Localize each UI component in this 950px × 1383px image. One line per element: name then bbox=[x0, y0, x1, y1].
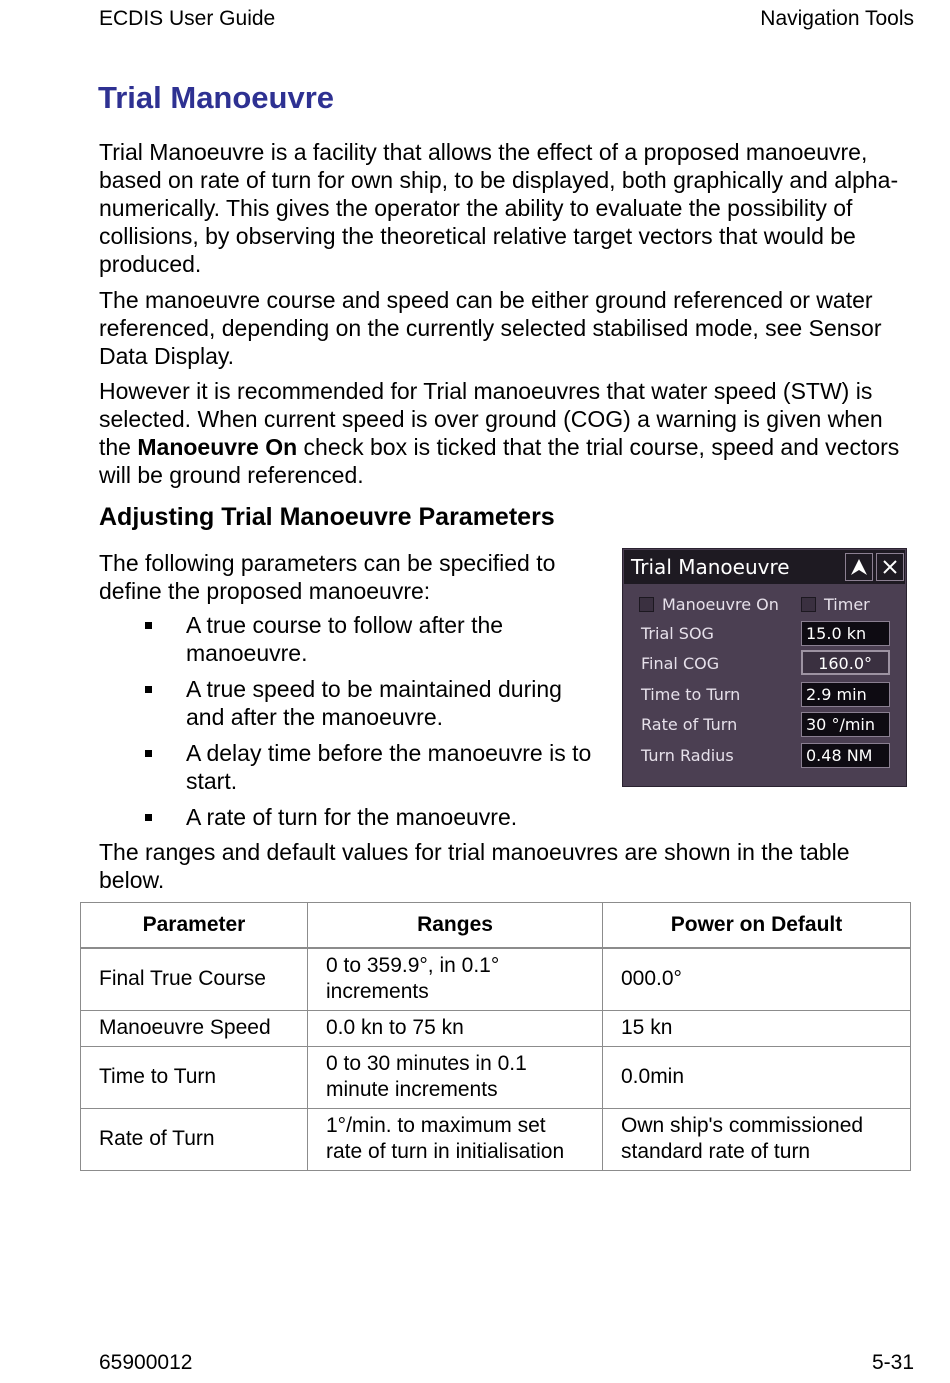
checkbox-label: Timer bbox=[824, 595, 870, 614]
list-item bbox=[99, 803, 786, 831]
column-header: Ranges bbox=[308, 903, 603, 949]
checkbox-box[interactable] bbox=[801, 597, 816, 612]
footer-doc-number: 65900012 bbox=[99, 1351, 193, 1374]
trial-sog-input[interactable]: 15.0 kn bbox=[801, 621, 890, 646]
table-cell: 0 to 359.9°, in 0.1° increments bbox=[308, 948, 603, 1010]
field-label-turn-radius: Turn Radius bbox=[641, 746, 734, 765]
field-label-trial-sog: Trial SOG bbox=[641, 624, 714, 643]
field-label-final-cog: Final COG bbox=[641, 654, 720, 673]
manoeuvre-on-emphasis: Manoeuvre On bbox=[137, 434, 298, 460]
table-cell: 0.0min bbox=[603, 1046, 911, 1108]
table-cell: 0.0 kn to 75 kn bbox=[308, 1010, 603, 1046]
paragraph-intro: Trial Manoeuvre is a facility that allows the effect of a proposed manoeuvre, based on rate of turn for own ship, to be displayed, both graphically and alpha-numerically. This gives the operator the ability to evaluate the possibility of collisions, by observing the theoretical relative target vectors that would be produced. bbox=[99, 139, 899, 277]
parameter-list bbox=[99, 611, 599, 839]
time-to-turn-input[interactable]: 2.9 min bbox=[801, 682, 890, 707]
field-label-time-to-turn: Time to Turn bbox=[641, 685, 741, 704]
table-row bbox=[81, 1108, 911, 1170]
close-button[interactable] bbox=[876, 553, 904, 581]
timer-checkbox[interactable] bbox=[801, 595, 870, 614]
section-intro: The following parameters can be specified to define the proposed manoeuvre: bbox=[99, 550, 556, 604]
final-cog-button[interactable]: 160.0° bbox=[801, 650, 890, 675]
bullet-square-icon bbox=[145, 686, 152, 693]
table-cell: Time to Turn bbox=[81, 1046, 308, 1108]
list-item bbox=[99, 675, 599, 731]
list-item-text: A true speed to be maintained during and after the manoeuvre. bbox=[186, 676, 562, 730]
bullet-square-icon bbox=[145, 814, 152, 821]
rate-of-turn-input[interactable]: 30 °/min bbox=[801, 712, 890, 737]
arrow-up-icon bbox=[850, 558, 868, 576]
list-item-text: A rate of turn for the manoeuvre. bbox=[186, 804, 518, 830]
table-cell: 1°/min. to maximum set rate of turn in initialisation bbox=[308, 1108, 603, 1170]
table-cell: Own ship's commissioned standard rate of turn bbox=[603, 1108, 911, 1170]
list-item-text: A true course to follow after the manoeuvre. bbox=[186, 612, 504, 666]
table-row bbox=[81, 1046, 911, 1108]
table-row bbox=[81, 948, 911, 1010]
dialog-title: Trial Manoeuvre bbox=[631, 555, 790, 579]
list-item bbox=[99, 611, 599, 667]
checkbox-label: Manoeuvre On bbox=[662, 595, 779, 614]
manoeuvre-on-checkbox[interactable] bbox=[639, 595, 779, 614]
table-cell: 15 kn bbox=[603, 1010, 911, 1046]
page-title: Trial Manoeuvre bbox=[98, 80, 335, 115]
header-section: Navigation Tools bbox=[760, 7, 914, 30]
table-cell: 0 to 30 minutes in 0.1 minute increments bbox=[308, 1046, 603, 1108]
paragraph-recommendation-a: However it is recommended for Trial manoeuvres that water speed (STW) is selected. When current speed is over ground (COG) a warning is given when the bbox=[99, 378, 883, 460]
table-cell: 000.0° bbox=[603, 948, 911, 1010]
list-item-text: A delay time before the manoeuvre is to start. bbox=[186, 740, 592, 794]
collapse-button[interactable] bbox=[845, 553, 873, 581]
paragraph-recommendation-b: check box is ticked that the trial course, speed and vectors will be ground referenced. bbox=[99, 434, 900, 488]
dialog-titlebar bbox=[624, 550, 905, 584]
list-item bbox=[99, 739, 599, 795]
table-cell: Final True Course bbox=[81, 948, 308, 1010]
table-header-row bbox=[81, 903, 911, 949]
table-row bbox=[81, 1010, 911, 1046]
checkbox-box[interactable] bbox=[639, 597, 654, 612]
paragraph-reference: The manoeuvre course and speed can be either ground referenced or water referenced, depending on the currently selected stabilised mode, see Sensor Data Display. bbox=[99, 287, 882, 369]
footer-page-number: 5-31 bbox=[871, 1351, 914, 1374]
field-label-rate-of-turn: Rate of Turn bbox=[641, 715, 738, 734]
trial-manoeuvre-dialog bbox=[622, 548, 907, 787]
bullet-square-icon bbox=[145, 622, 152, 629]
close-icon bbox=[882, 559, 898, 575]
bullet-square-icon bbox=[145, 750, 152, 757]
table-cell: Manoeuvre Speed bbox=[81, 1010, 308, 1046]
table-cell: Rate of Turn bbox=[81, 1108, 308, 1170]
header-doc-title: ECDIS User Guide bbox=[99, 7, 276, 30]
paragraph-recommendation bbox=[99, 377, 919, 489]
section-outro: The ranges and default values for trial manoeuvres are shown in the table below. bbox=[99, 839, 850, 893]
column-header: Parameter bbox=[81, 903, 308, 949]
section-heading: Adjusting Trial Manoeuvre Parameters bbox=[99, 503, 555, 531]
column-header: Power on Default bbox=[603, 903, 911, 949]
turn-radius-value: 0.48 NM bbox=[801, 743, 890, 768]
parameters-table bbox=[80, 902, 911, 1171]
